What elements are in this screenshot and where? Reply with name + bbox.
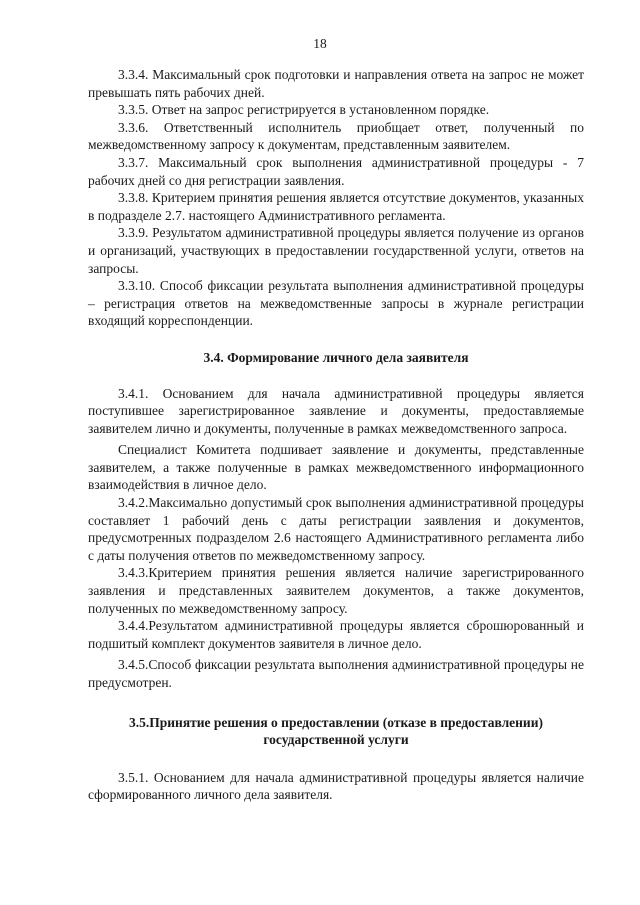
page-number: 18 xyxy=(313,36,327,51)
section-heading-3-5-line2: государственной услуги xyxy=(263,732,409,748)
section-heading-3-4: 3.4. Формирование личного дела заявителя xyxy=(203,349,469,365)
paragraph-3-3-6: 3.3.6. Ответственный исполнитель приобщает ответ, полученный по межведомственному запросу к документам, представленным заявителем. xyxy=(88,119,584,153)
paragraph-3-3-8: 3.3.8. Критерием принятия решения является отсутствие документов, указанных в подразделе 2.7. настоящего Административного регламента. xyxy=(88,190,584,223)
paragraph-3-4-4: 3.4.4.Результатом административной процедуры является сброшюрованный и подшитый комплект документов заявителя в личное дело. xyxy=(88,618,584,651)
section-heading-3-5 xyxy=(88,714,584,749)
paragraph-3-4-2: 3.4.2.Максимально допустимый срок выполнения административной процедуры составляет 1 рабочий день с даты регистрации заявления и документов, предусмотренных подразделом 2.6 настоящего Административного регламента либо с даты получения ответов по межведомственному запросу. xyxy=(88,495,584,563)
paragraph-3-3-5: 3.3.5. Ответ на запрос регистрируется в установленном порядке. xyxy=(118,102,490,118)
paragraph-3-3-9: 3.3.9. Результатом административной процедуры является получение из органов и организаций, участвующих в предоставлении государственной услуги, ответов на запросы. xyxy=(88,225,584,276)
section-heading-3-5-line1: 3.5.Принятие решения о предоставлении (отказе в предоставлении) xyxy=(129,714,543,730)
paragraph-3-3-4: 3.3.4. Максимальный срок подготовки и направления ответа на запрос не может превышать пять рабочих дней. xyxy=(88,67,584,100)
paragraph-3-4-1: 3.4.1. Основанием для начала административной процедуры является поступившее зарегистрированное заявление и документы, предоставляемые заявителем лично и документы, полученные в рамках межведомственного запроса. xyxy=(88,385,584,436)
paragraph-3-3-10: 3.3.10. Способ фиксации результата выполнения административной процедуры – регистрация ответов на межведомственные запросы в журнале регистрации входящий корреспонденции. xyxy=(88,278,584,329)
paragraph-3-3-7: 3.3.7. Максимальный срок выполнения административной процедуры - 7 рабочих дней со дня регистрации заявления. xyxy=(88,154,584,188)
paragraph-3-5-1: 3.5.1. Основанием для начала административной процедуры является наличие сформированного личного дела заявителя. xyxy=(88,769,584,803)
document-body xyxy=(88,66,584,804)
paragraph-specialist: Специалист Комитета подшивает заявление и документы, представленные заявителем, а также полученные в рамках межведомственного информационного взаимодействия в личное дело. xyxy=(88,442,584,493)
paragraph-3-4-3: 3.4.3.Критерием принятия решения является наличие зарегистрированного заявления и представленных заявителем документов, а также документов, полученных по межведомственному запросу. xyxy=(88,565,584,616)
paragraph-3-4-5: 3.4.5.Способ фиксации результата выполнения административной процедуры не предусмотрен. xyxy=(88,657,584,690)
